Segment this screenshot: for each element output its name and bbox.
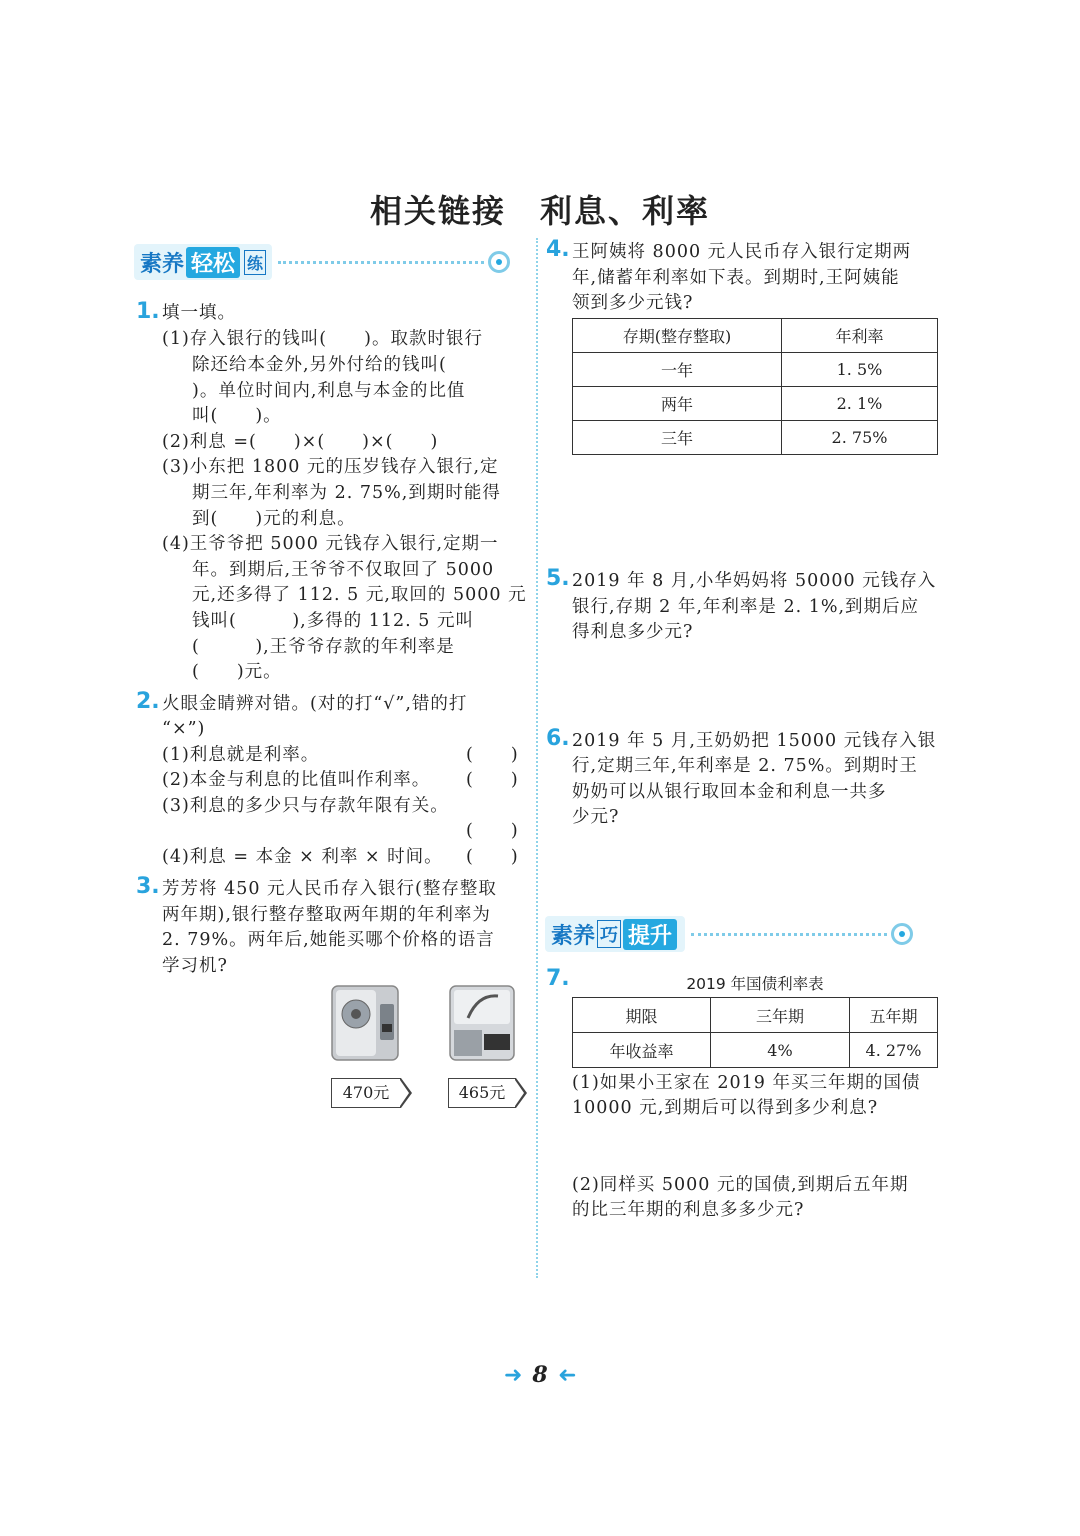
q2-line: “×”): [162, 719, 206, 739]
q1-line: (1)存入银行的钱叫( )。取款时银行: [162, 329, 483, 349]
q7-sub2-line: (2)同样买 5000 元的国债,到期后五年期: [572, 1175, 909, 1195]
question-number-7: 7.: [546, 966, 570, 991]
q2-item: (1)利息就是利率。: [162, 745, 320, 765]
answer-paren[interactable]: ( ): [466, 745, 519, 765]
table-cell: 三年: [573, 421, 782, 455]
q1-line: 填一填。: [162, 303, 236, 323]
q6-line: 少元?: [572, 807, 620, 827]
table-header: 年利率: [782, 319, 938, 353]
interest-rate-table: [572, 318, 938, 455]
section-badge-word-1: 素养: [551, 923, 596, 949]
table-cell: 4. 27%: [850, 1033, 938, 1068]
q5-line: 银行,存期 2 年,年利率是 2. 1%,到期后应: [572, 597, 920, 617]
q1-line: 除还给本金外,另外付给的钱叫(: [192, 355, 447, 375]
q1-line: 年。到期后,王爷爷不仅取回了 5000: [192, 560, 495, 580]
question-number-5: 5.: [546, 566, 570, 591]
question-number-4: 4.: [546, 237, 570, 262]
page-number: 8: [532, 1362, 548, 1388]
q3-line: 2. 79%。两年后,她能买哪个价格的语言: [162, 930, 495, 950]
q1-line: (4)王爷爷把 5000 元钱存入银行,定期一: [162, 534, 499, 554]
q6-line: 2019 年 5 月,王奶奶把 15000 元钱存入银: [572, 731, 937, 751]
arrow-left-icon: ➜: [557, 1362, 577, 1388]
q7-sub1-line: 10000 元,到期后可以得到多少利息?: [572, 1098, 879, 1118]
answer-paren[interactable]: ( ): [466, 847, 519, 867]
q2-line: 火眼金睛辨对错。(对的打“√”,错的打: [162, 694, 468, 714]
table-cell: 2. 1%: [782, 387, 938, 421]
target-icon: [488, 251, 510, 273]
section-badge-word-3: 练: [244, 250, 266, 275]
table-header: 存期(整存整取): [573, 319, 782, 353]
table-header: 三年期: [711, 998, 850, 1033]
q4-line: 王阿姨将 8000 元人民币存入银行定期两: [572, 242, 912, 262]
q1-line: 期三年,年利率为 2. 75%,到期时能得: [192, 483, 501, 503]
q1-line: ( ),王爷爷存款的年利率是: [192, 637, 455, 657]
q5-line: 得利息多少元?: [572, 622, 694, 642]
table-cell: 年收益率: [573, 1033, 711, 1068]
dotted-rule: [278, 261, 484, 264]
answer-paren[interactable]: ( ): [466, 770, 519, 790]
answer-paren[interactable]: ( ): [466, 821, 519, 841]
language-learner-device-2: [448, 984, 518, 1064]
table-cell: 两年: [573, 387, 782, 421]
section-header-practice: [134, 244, 510, 280]
q3-line: 芳芳将 450 元人民币存入银行(整存整取: [162, 879, 497, 899]
question-number-2: 2.: [136, 689, 160, 714]
q2-item: (4)利息 = 本金 × 利率 × 时间。: [162, 847, 443, 867]
section-badge-word-2: 轻松: [186, 247, 240, 278]
q4-line: 年,储蓄年利率如下表。到期时,王阿姨能: [572, 268, 900, 288]
table-cell: 1. 5%: [782, 353, 938, 387]
column-divider: [536, 238, 538, 1278]
bond-rate-table: [572, 997, 938, 1068]
arrow-right-icon: ➜: [503, 1362, 523, 1388]
bond-table-title: 2019 年国债利率表: [686, 975, 824, 993]
question-number-3: 3.: [136, 874, 160, 899]
target-icon: [891, 923, 913, 945]
q6-line: 奶奶可以从银行取回本金和利息一共多: [572, 782, 887, 802]
q7-sub1-line: (1)如果小王家在 2019 年买三年期的国债: [572, 1073, 921, 1093]
q7-sub2-line: 的比三年期的利息多多少元?: [572, 1200, 805, 1220]
table-cell: 2. 75%: [782, 421, 938, 455]
page-title: 相关链接 利息、利率: [369, 192, 710, 230]
q1-line: (2)利息 =( )×( )×( ): [162, 432, 439, 452]
q5-line: 2019 年 8 月,小华妈妈将 50000 元钱存入: [572, 571, 937, 591]
q1-line: ( )元。: [192, 662, 282, 682]
language-learner-device-1: [330, 984, 402, 1064]
table-cell: 4%: [711, 1033, 850, 1068]
q4-line: 领到多少元钱?: [572, 293, 694, 313]
q2-item: (3)利息的多少只与存款年限有关。: [162, 796, 449, 816]
section-badge-word-3: 提升: [623, 919, 677, 950]
table-header: 期限: [573, 998, 711, 1033]
price-tag-2: 465元: [448, 1078, 516, 1108]
q1-line: 叫( )。: [192, 406, 282, 426]
page-footer: [0, 1362, 1080, 1388]
q3-line: 两年期),银行整存整取两年期的年利率为: [162, 905, 491, 925]
table-cell: 一年: [573, 353, 782, 387]
q1-line: 到( )元的利息。: [192, 509, 356, 529]
q3-line: 学习机?: [162, 956, 228, 976]
price-tag-1: 470元: [331, 1078, 401, 1108]
section-header-improve: [545, 916, 913, 952]
table-header: 五年期: [850, 998, 938, 1033]
question-number-1: 1.: [136, 299, 160, 324]
question-number-6: 6.: [546, 726, 570, 751]
q1-line: 钱叫( ),多得的 112. 5 元叫: [192, 611, 475, 631]
q1-line: 元,还多得了 112. 5 元,取回的 5000 元: [192, 585, 527, 605]
q2-item: (2)本金与利息的比值叫作利率。: [162, 770, 431, 790]
q6-line: 行,定期三年,年利率是 2. 75%。到期时王: [572, 756, 918, 776]
section-badge-word-1: 素养: [140, 251, 185, 277]
section-badge-word-2: 巧: [597, 920, 621, 948]
dotted-rule: [691, 933, 887, 936]
q1-line: (3)小东把 1800 元的压岁钱存入银行,定: [162, 457, 499, 477]
q1-line: )。单位时间内,利息与本金的比值: [192, 381, 466, 401]
